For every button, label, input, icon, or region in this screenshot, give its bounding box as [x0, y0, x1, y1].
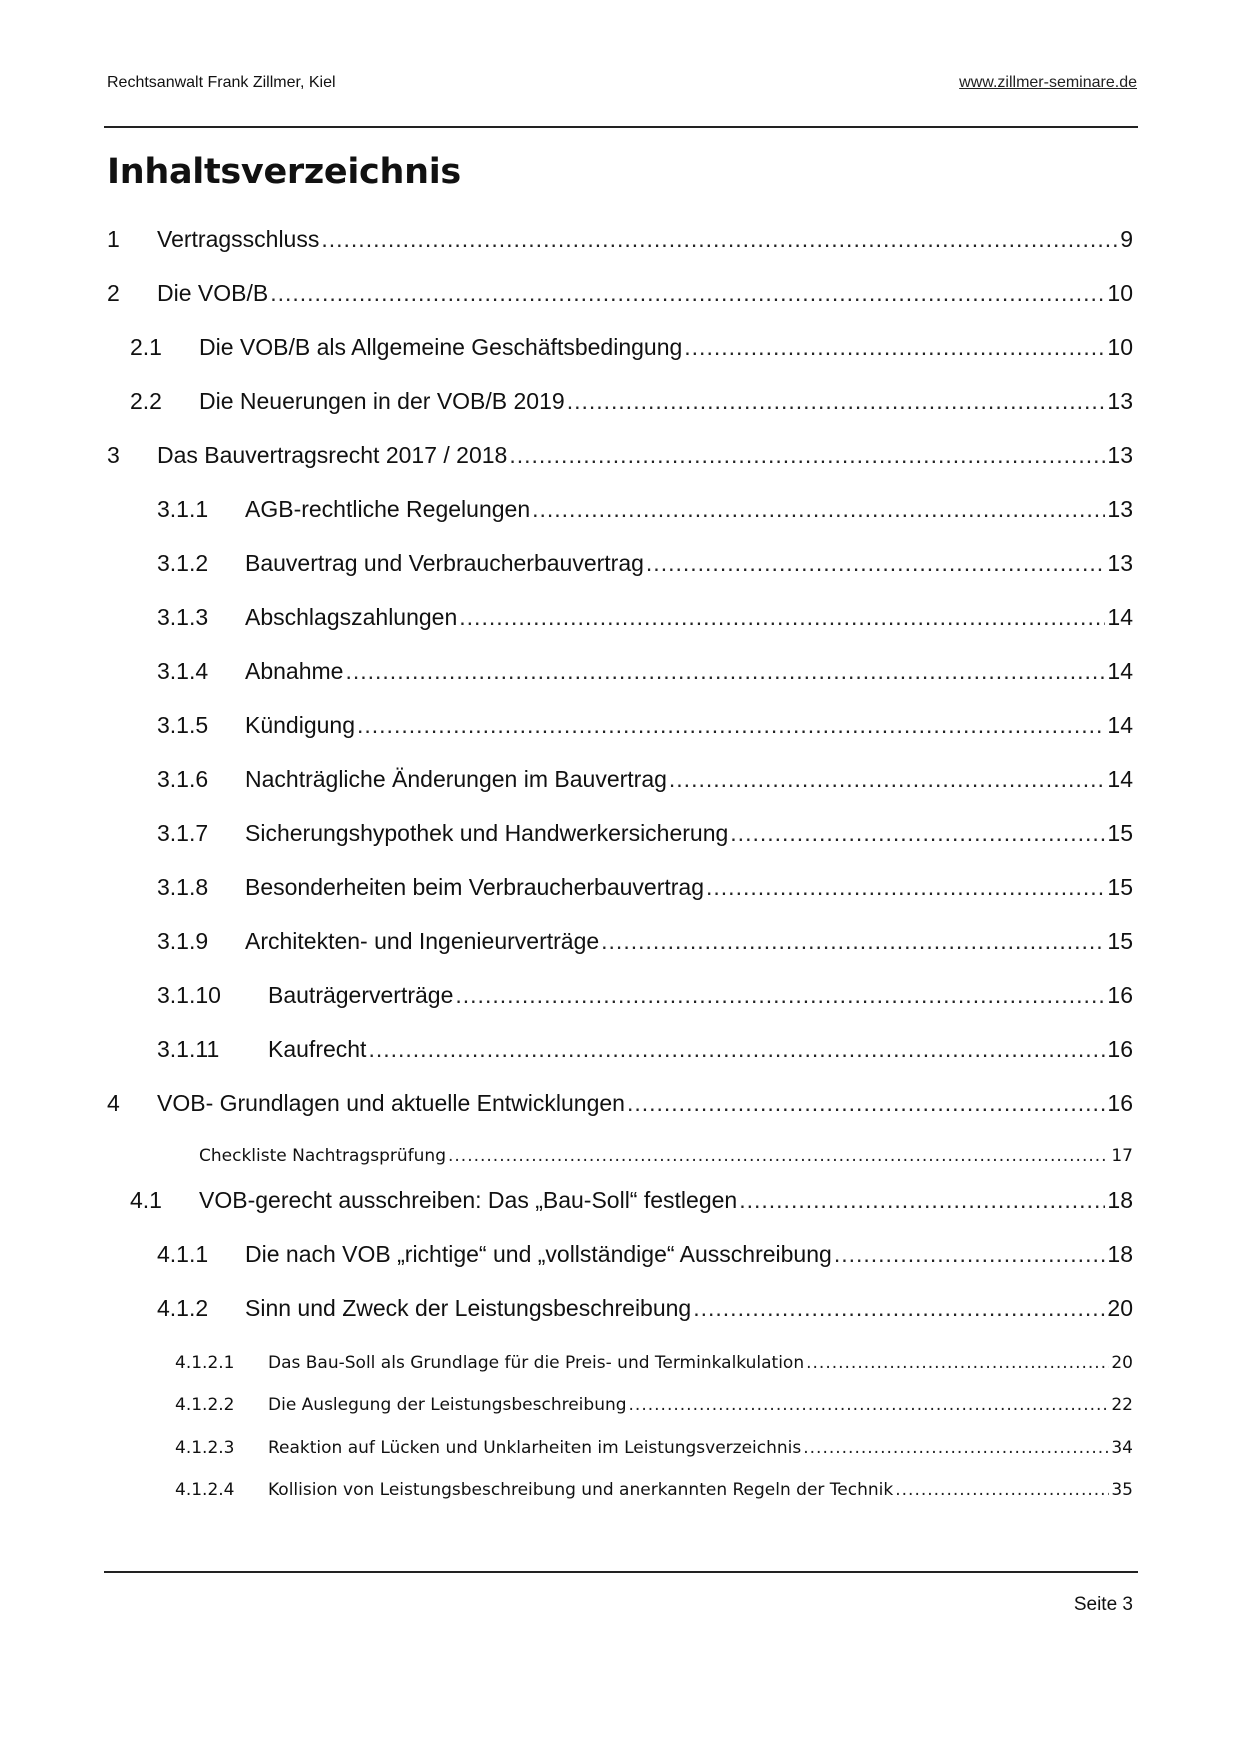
toc-entry-page: 34 — [1111, 1438, 1133, 1458]
toc-dot-leader — [803, 1438, 1109, 1458]
toc-entry-page: 10 — [1107, 334, 1133, 360]
toc-entry-title: Die Neuerungen in der VOB/B 2019 — [199, 388, 565, 414]
toc-dot-leader — [739, 1187, 1105, 1214]
toc-entry-title: Die VOB/B — [157, 280, 269, 306]
toc-entry-page: 14 — [1107, 712, 1133, 738]
toc-dot-leader — [455, 982, 1105, 1009]
toc-entry-number: 4 — [107, 1090, 120, 1116]
toc-dot-leader — [646, 550, 1105, 577]
footer-divider — [104, 1571, 1138, 1573]
toc-entry-title: Das Bauvertragsrecht 2017 / 2018 — [157, 442, 508, 468]
toc-entry-number: 3.1.4 — [157, 658, 209, 684]
toc-entry-page: 10 — [1107, 280, 1133, 306]
toc-dot-leader — [459, 604, 1105, 631]
toc-entry-page: 13 — [1107, 442, 1133, 468]
toc-entry-title: Die Auslegung der Leistungsbeschreibung — [268, 1395, 627, 1415]
toc-entry-number: 2.2 — [130, 388, 162, 414]
header-website-link[interactable]: www.zillmer-seminare.de — [959, 74, 1137, 91]
toc-dot-leader — [706, 874, 1105, 901]
toc-entry-title: Kollision von Leistungsbeschreibung und anerkannten Regeln der Technik — [268, 1480, 894, 1500]
toc-entry-number: 4.1.2.2 — [175, 1395, 235, 1415]
toc-entry-number: 3.1.7 — [157, 820, 209, 846]
toc-entry-title: Bauvertrag und Verbraucherbauvertrag — [245, 550, 644, 576]
toc-entry-title: Reaktion auf Lücken und Unklarheiten im Leistungsverzeichnis — [268, 1438, 802, 1458]
toc-entry-number: 1 — [107, 226, 120, 252]
toc-entry-page: 16 — [1107, 1036, 1133, 1062]
toc-dot-leader — [629, 1395, 1110, 1415]
toc-entry-page: 15 — [1107, 928, 1133, 954]
toc-entry-number: 3.1.5 — [157, 712, 209, 738]
toc-dot-leader — [834, 1241, 1106, 1268]
toc-entry-number: 3.1.1 — [157, 496, 209, 522]
toc-entry-number: 3.1.11 — [157, 1036, 220, 1062]
toc-entry-page: 18 — [1107, 1241, 1133, 1267]
toc-entry-number: 3.1.9 — [157, 928, 209, 954]
toc-entry-number: 2 — [107, 280, 120, 306]
toc-entry-title: Architekten- und Ingenieurverträge — [245, 928, 600, 954]
toc-entry-page: 14 — [1107, 658, 1133, 684]
toc-entry-number: 3.1.10 — [157, 982, 221, 1008]
toc-entry-number: 4.1 — [130, 1187, 162, 1213]
toc-dot-leader — [693, 1295, 1105, 1322]
toc-entry-title: Die nach VOB „richtige“ und „vollständige“ Ausschreibung — [245, 1241, 832, 1267]
toc-entry-title: Abschlagszahlungen — [245, 604, 458, 630]
footer-page-number: Seite 3 — [1073, 1594, 1133, 1615]
toc-entry-number: 2.1 — [130, 334, 162, 360]
toc-entry-number: 3.1.2 — [157, 550, 209, 576]
toc-entry-page: 17 — [1111, 1146, 1133, 1166]
toc-dot-leader — [669, 766, 1106, 793]
toc-entry-page: 13 — [1107, 496, 1133, 522]
page-title: Inhaltsverzeichnis — [107, 152, 461, 192]
toc-entry-number: 3.1.6 — [157, 766, 209, 792]
toc-entry-number: 4.1.2 — [157, 1295, 209, 1321]
toc-dot-leader — [448, 1146, 1109, 1166]
toc-dot-leader — [684, 334, 1105, 361]
toc-entry-page: 16 — [1107, 982, 1133, 1008]
toc-dot-leader — [270, 280, 1105, 307]
toc-entry-number: 3.1.8 — [157, 874, 209, 900]
toc-entry-number: 4.1.1 — [157, 1241, 209, 1267]
toc-entry-number: 4.1.2.3 — [175, 1438, 235, 1458]
toc-dot-leader — [730, 820, 1105, 847]
toc-entry-title: Das Bau-Soll als Grundlage für die Preis- und Terminkalkulation — [268, 1353, 805, 1373]
toc-entry-title: Kaufrecht — [268, 1036, 367, 1062]
toc-dot-leader — [345, 658, 1105, 685]
toc-entry-page: 20 — [1107, 1295, 1133, 1321]
toc-entry-title: AGB-rechtliche Regelungen — [245, 496, 531, 522]
toc-entry-page: 18 — [1107, 1187, 1133, 1213]
toc-dot-leader — [567, 388, 1106, 415]
toc-entry-page: 35 — [1111, 1480, 1133, 1500]
toc-entry-title: VOB-gerecht ausschreiben: Das „Bau-Soll“ festlegen — [199, 1187, 738, 1213]
toc-entry-page: 14 — [1107, 766, 1133, 792]
toc-entry-page: 20 — [1111, 1353, 1133, 1373]
toc-entry-number: 3.1.3 — [157, 604, 209, 630]
toc-entry-page: 14 — [1107, 604, 1133, 630]
toc-dot-leader — [806, 1353, 1109, 1373]
toc-entry-page: 9 — [1120, 226, 1133, 252]
toc-entry-title: Die VOB/B als Allgemeine Geschäftsbedingung — [199, 334, 683, 360]
toc-entry-title: Sinn und Zweck der Leistungsbeschreibung — [245, 1295, 692, 1321]
toc-entry-number: 4.1.2.1 — [175, 1353, 235, 1373]
toc-entry-title: Bauträgerverträge — [268, 982, 454, 1008]
toc-dot-leader — [368, 1036, 1105, 1063]
toc-dot-leader — [895, 1480, 1109, 1500]
page-header — [107, 74, 1137, 92]
toc-entry-number: 3 — [107, 442, 120, 468]
toc-dot-leader — [601, 928, 1105, 955]
toc-entry-page: 15 — [1107, 820, 1133, 846]
toc-entry-title: Besonderheiten beim Verbraucherbauvertrag — [245, 874, 705, 900]
header-divider — [104, 126, 1138, 128]
toc-entry-page: 13 — [1107, 550, 1133, 576]
toc-entry-title: Sicherungshypothek und Handwerkersicherung — [245, 820, 729, 846]
toc-entry-title: Nachträgliche Änderungen im Bauvertrag — [245, 766, 667, 792]
toc-entry-number: 4.1.2.4 — [175, 1480, 235, 1500]
toc-entry-page: 15 — [1107, 874, 1133, 900]
toc-entry-title: Vertragsschluss — [157, 226, 320, 252]
toc-dot-leader — [357, 712, 1105, 739]
toc-entry-page: 22 — [1111, 1395, 1133, 1415]
toc-dot-leader — [509, 442, 1105, 469]
header-author: Rechtsanwalt Frank Zillmer, Kiel — [107, 74, 336, 91]
toc-entry-title: Checkliste Nachtragsprüfung — [199, 1146, 446, 1166]
toc-entry-title: VOB- Grundlagen und aktuelle Entwicklungen — [157, 1090, 625, 1116]
toc-dot-leader — [532, 496, 1105, 523]
toc-entry-title: Abnahme — [245, 658, 344, 684]
toc-entry-page: 16 — [1107, 1090, 1133, 1116]
toc-dot-leader — [627, 1090, 1105, 1117]
toc-entry-page: 13 — [1107, 388, 1133, 414]
toc-entry-title: Kündigung — [245, 712, 355, 738]
toc-dot-leader — [321, 226, 1118, 253]
